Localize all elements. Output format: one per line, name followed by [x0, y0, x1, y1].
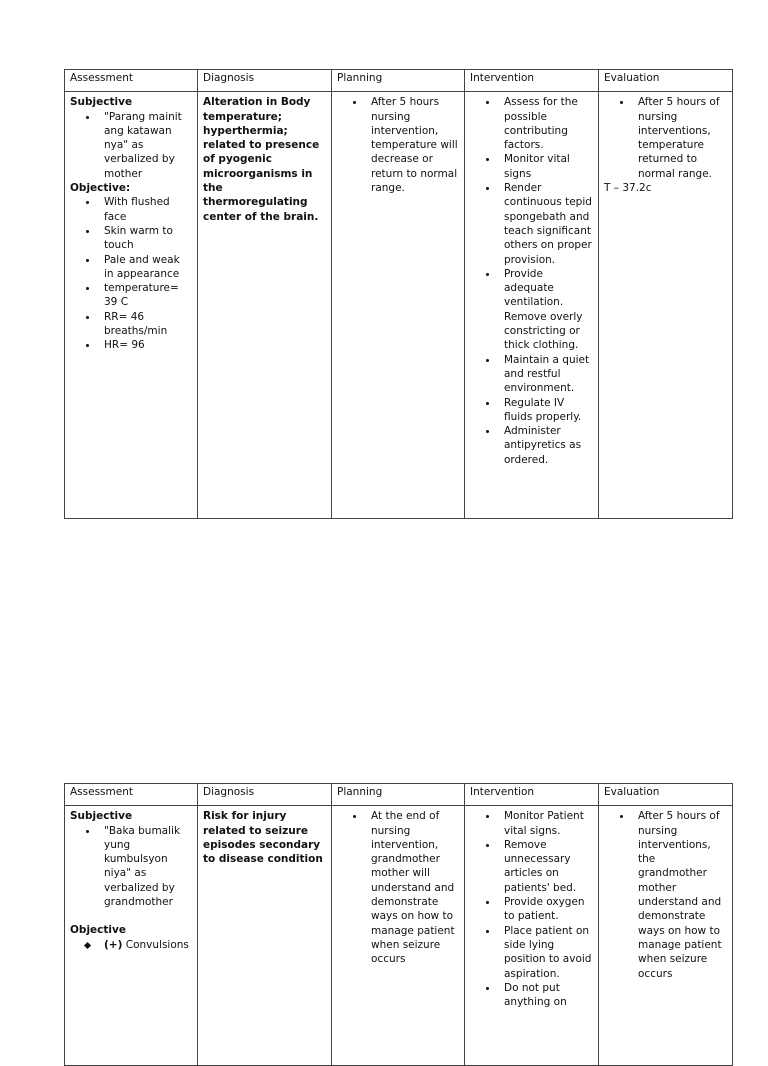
list-item: Assess for the possible contributing factors. — [504, 95, 593, 152]
diagnosis-text: Alteration in Body temperature; hyperthermia; related to presence of pyogenic microorganisms in the thermoregulating center of the brain. — [203, 96, 320, 223]
blank-line — [70, 909, 192, 923]
objective-label: Objective: — [70, 182, 131, 195]
intervention-cell — [465, 806, 599, 1066]
header-planning: Planning — [332, 784, 465, 806]
intervention-list — [470, 809, 593, 1009]
planning-list — [337, 809, 459, 966]
diagnosis-cell — [198, 806, 332, 1066]
header-intervention: Intervention — [465, 784, 599, 806]
objective-label: Objective — [70, 924, 126, 937]
header-intervention: Intervention — [465, 70, 599, 92]
header-diagnosis: Diagnosis — [198, 70, 332, 92]
subjective-list — [70, 824, 192, 910]
planning-cell — [332, 92, 465, 519]
list-item — [104, 938, 192, 952]
diagnosis-text: Risk for injury related to seizure episodes secondary to disease condition — [203, 810, 323, 866]
intervention-list — [470, 95, 593, 467]
planning-list — [337, 95, 459, 195]
list-item: After 5 hours nursing intervention, temperature will decrease or return to normal range. — [371, 96, 458, 195]
evaluation-note: T – 37.2c — [604, 182, 652, 195]
list-item: Regulate IV fluids properly. — [504, 396, 593, 425]
objective-list — [70, 195, 192, 352]
list-item: Remove unnecessary articles on patients' bed. — [504, 838, 593, 895]
list-item: Provide adequate ventilation. Remove overly constricting or thick clothing. — [504, 267, 593, 353]
content-row — [65, 806, 733, 1066]
subjective-label: Subjective — [70, 96, 133, 109]
care-plan-table-hyperthermia — [64, 69, 733, 519]
header-row — [65, 784, 733, 806]
intervention-cell — [465, 92, 599, 519]
list-item: After 5 hours of nursing interventions, the grandmother mother understand and demonstrate ways on how to manage patient when seizure occurs — [638, 809, 727, 981]
list-item: At the end of nursing intervention, grandmother mother will understand and demonstrate ways on how to manage patient when seizure occurs — [371, 809, 459, 966]
list-item: RR= 46 breaths/min — [104, 310, 192, 339]
objective-list — [70, 938, 192, 952]
evaluation-cell — [599, 92, 733, 519]
header-diagnosis: Diagnosis — [198, 784, 332, 806]
list-item: Skin warm to touch — [104, 224, 192, 253]
header-assessment: Assessment — [65, 70, 198, 92]
list-item: Monitor Patient vital signs. — [504, 809, 593, 838]
list-item: Maintain a quiet and restful environment. — [504, 353, 593, 396]
assessment-cell — [65, 92, 198, 519]
subjective-list — [70, 110, 192, 181]
list-item: Monitor vital signs — [504, 152, 593, 181]
list-item: Pale and weak in appearance — [104, 253, 192, 282]
list-item: Place patient on side lying position to avoid aspiration. — [504, 924, 592, 980]
list-item: "Parang mainit ang katawan nya" as verbalized by mother — [104, 110, 192, 181]
list-item: Administer antipyretics as ordered. — [504, 424, 593, 467]
planning-cell — [332, 806, 465, 1066]
header-row — [65, 70, 733, 92]
list-item: With flushed face — [104, 195, 192, 224]
list-item: Do not put anything on — [504, 981, 593, 1010]
assessment-cell — [65, 806, 198, 1066]
list-item: After 5 hours of nursing interventions, temperature returned to normal range. — [638, 95, 727, 181]
positive-sign: (+) — [104, 938, 123, 951]
list-item: "Baka bumalik yung kumbulsyon niya" as verbalized by grandmother — [104, 824, 192, 910]
subjective-label: Subjective — [70, 810, 133, 823]
header-evaluation: Evaluation — [599, 70, 733, 92]
header-assessment: Assessment — [65, 784, 198, 806]
header-evaluation: Evaluation — [599, 784, 733, 806]
finding-text: Convulsions — [122, 938, 189, 951]
list-item: HR= 96 — [104, 338, 192, 352]
list-item: Render continuous tepid spongebath and teach significant others on proper provision. — [504, 182, 592, 266]
diagnosis-cell — [198, 92, 332, 519]
list-item: Provide oxygen to patient. — [504, 895, 593, 924]
evaluation-list — [604, 95, 727, 181]
list-item: temperature= 39 C — [104, 281, 192, 310]
content-row — [65, 92, 733, 519]
evaluation-list — [604, 809, 727, 981]
header-planning: Planning — [332, 70, 465, 92]
evaluation-cell — [599, 806, 733, 1066]
